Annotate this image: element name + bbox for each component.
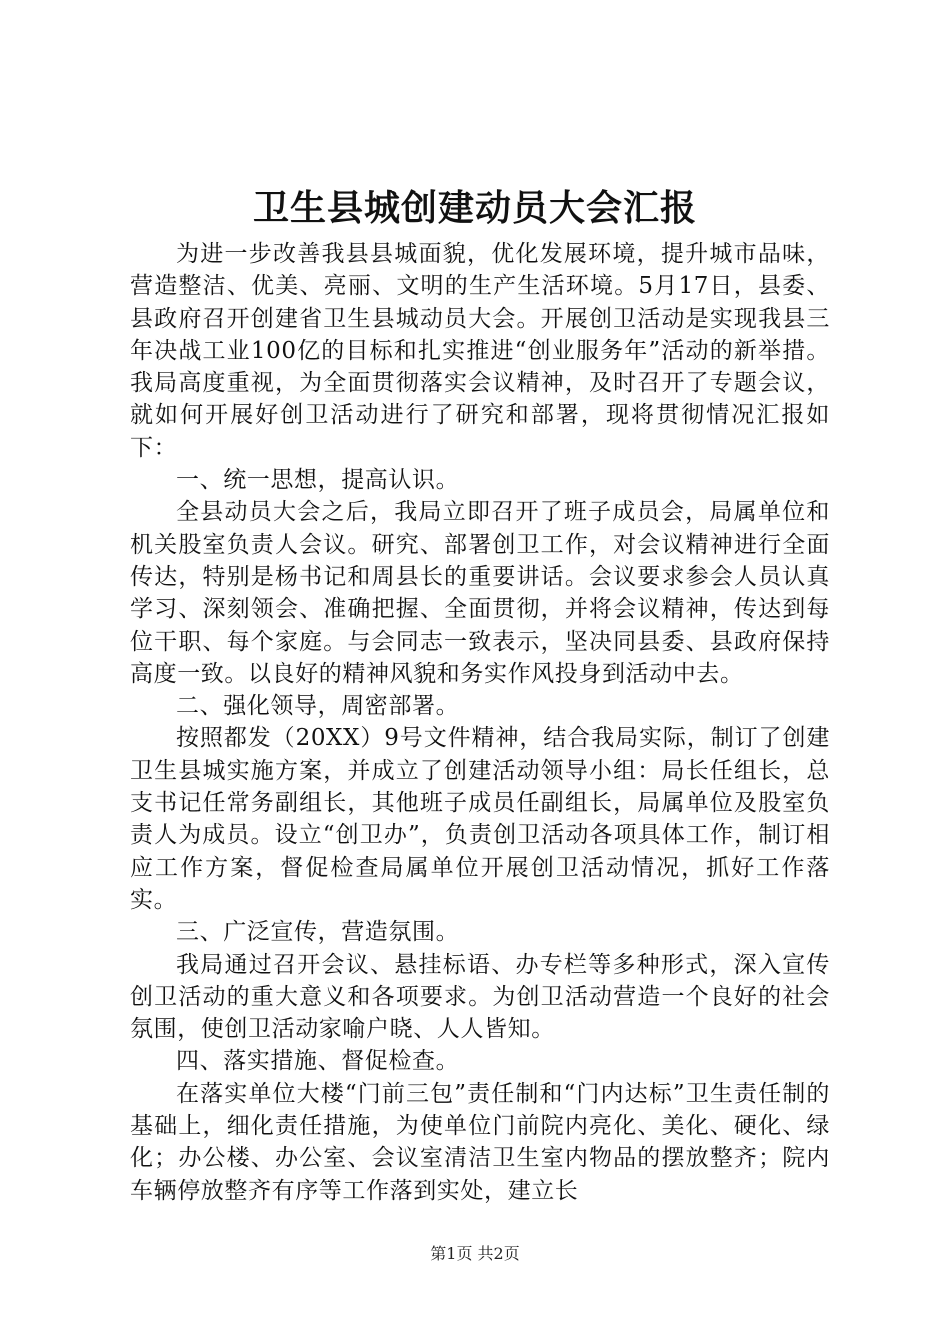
section-heading-3: 三、广泛宣传，营造氛围。 xyxy=(176,919,460,946)
document-title: 卫生县城创建动员大会汇报 xyxy=(252,187,697,229)
paragraph-intro: 为进一步改善我县县城面貌，优化发展环境，提升城市品味，营造整洁、优美、亮丽、文明的生产生活环境。5月17日，县委、县政府召开创建省卫生县城动员大会。开展创卫活动是实现我县三年决战工业100亿的目标和扎实推进“创业服务年”活动的新举措。我局高度重视，为全面贯彻落实会议精神，及时召开了专题会议，就如何开展好创卫活动进行了研究和部署，现将贯彻情况汇报如下： xyxy=(130,241,830,461)
paragraph-section-4: 在落实单位大楼“门前三包”责任制和“门内达标”卫生责任制的基础上，细化责任措施，为使单位门前院内亮化、美化、硬化、绿化；办公楼、办公室、会议室清洁卫生室内物品的摆放整齐；院内车辆停放整齐有序等工作落到实处，建立长 xyxy=(130,1080,830,1204)
section-heading-4: 四、落实措施、督促检查。 xyxy=(176,1048,460,1075)
paragraph-section-3: 我局通过召开会议、悬挂标语、办专栏等多种形式，深入宣传创卫活动的重大意义和各项要求。为创卫活动营造一个良好的社会氛围，使创卫活动家喻户晓、人人皆知。 xyxy=(130,951,830,1043)
paragraph-section-2: 按照都发（20XX）9号文件精神，结合我局实际，制订了创建卫生县城实施方案，并成立了创建活动领导小组：局长任组长，总支书记任常务副组长，其他班子成员任副组长，局属单位及股室负责人为成员。设立“创卫办”，负责创卫活动各项具体工作，制订相应工作方案，督促检查局属单位开展创卫活动情况，抓好工作落实。 xyxy=(130,725,830,913)
section-heading-2: 二、强化领导，周密部署。 xyxy=(176,693,460,720)
page-footer: 第1页 共2页 xyxy=(430,1244,520,1263)
document-body xyxy=(130,238,830,1207)
paragraph-section-1: 全县动员大会之后，我局立即召开了班子成员会，局属单位和机关股室负责人会议。研究、部署创卫工作，对会议精神进行全面传达，特别是杨书记和周县长的重要讲话。会议要求参会人员认真学习、深刻领会、准确把握、全面贯彻，并将会议精神，传达到每位干职、每个家庭。与会同志一致表示，坚决同县委、县政府保持高度一致。以良好的精神风貌和务实作风投身到活动中去。 xyxy=(130,499,830,687)
section-heading-1: 一、统一思想，提高认识。 xyxy=(176,467,460,494)
